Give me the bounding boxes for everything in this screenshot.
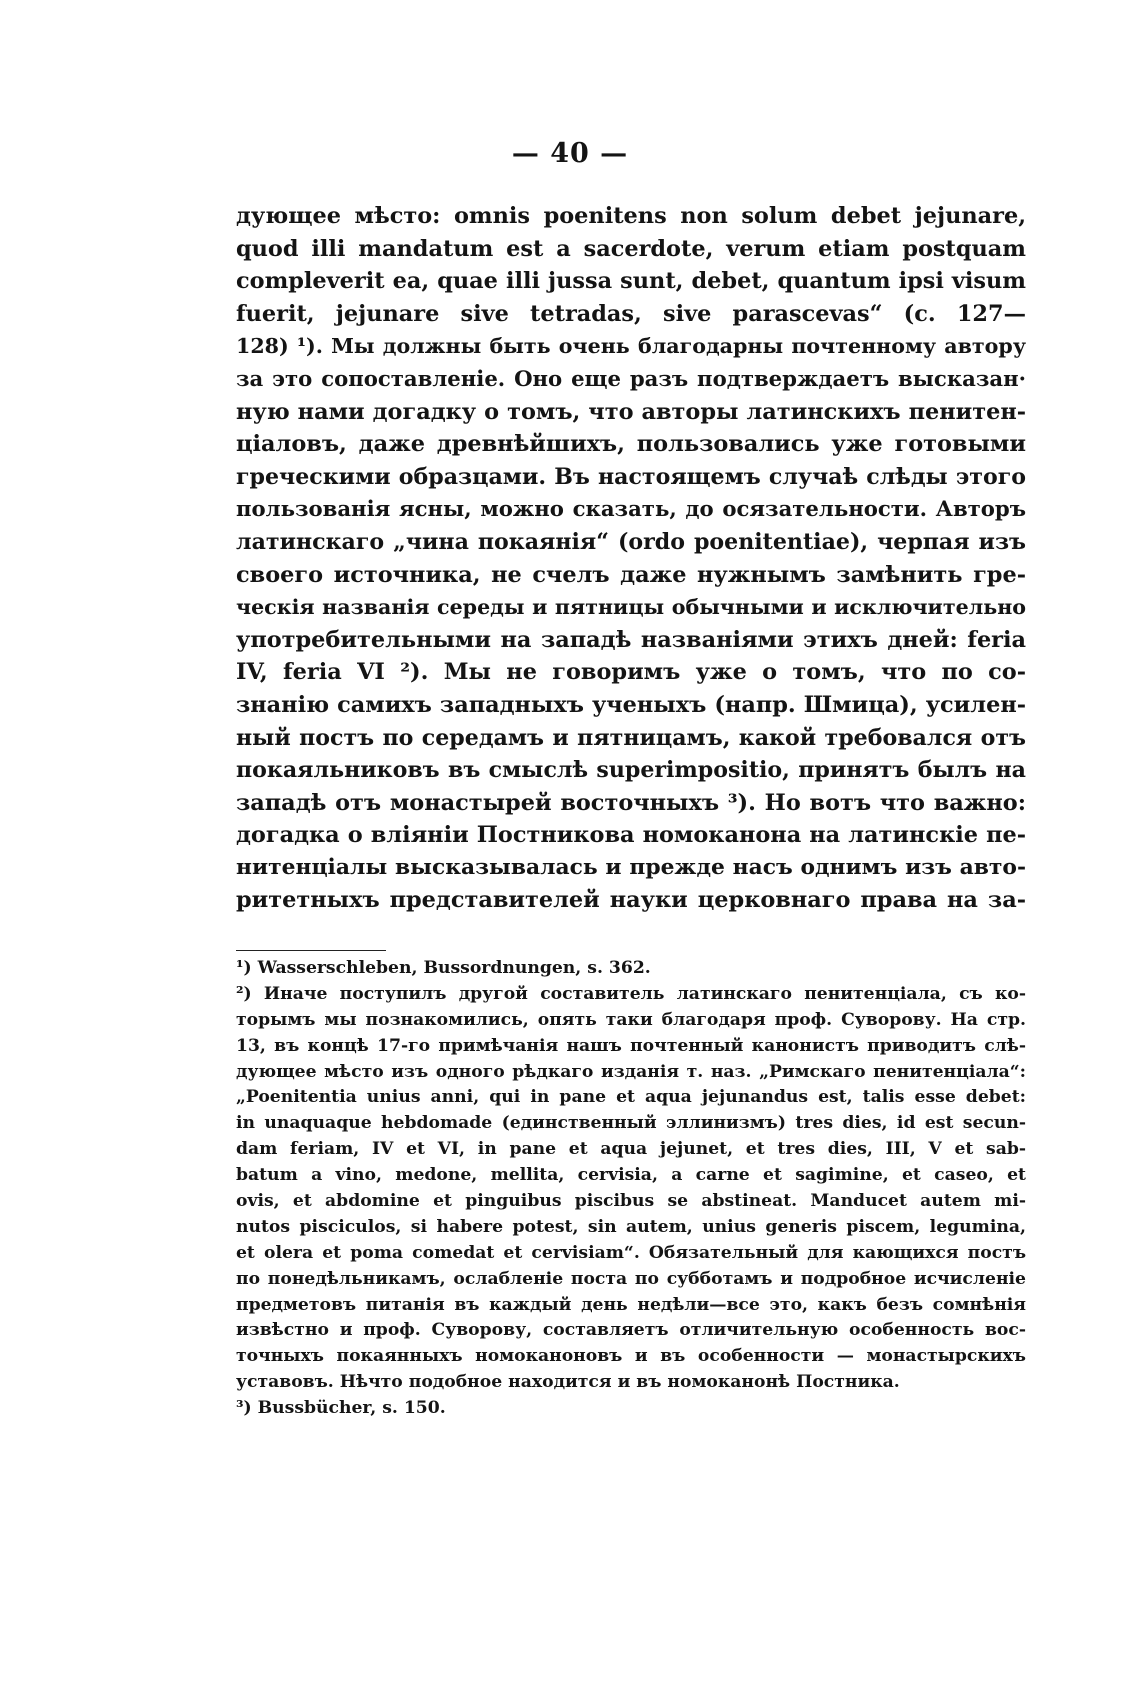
footnote-line: по понедѣльникамъ, ослабленіе поста по субботамъ и подробное исчисленіе	[236, 1268, 1026, 1289]
footnote-line: in unaquaque hebdomade (единственный эллинизмъ) tres dies, id est secun-	[236, 1113, 1026, 1134]
footnote-line: „Poenitentia unius anni, qui in pane et aqua jejunandus est, talis esse debet:	[236, 1087, 1026, 1108]
text-line: quod illi mandatum est a sacerdote, verum etiam postquam	[236, 235, 1026, 262]
text-line: ную нами догадку о томъ, что авторы латинскихъ пенитен-	[236, 398, 1026, 425]
footnote-divider	[236, 950, 386, 951]
text-line: нитенціалы высказывалась и прежде насъ однимъ изъ авто-	[236, 854, 1026, 880]
footnote-line: уставовъ. Нѣчто подобное находится и въ номоканонѣ Постника.	[236, 1372, 900, 1393]
footnote-line: предметовъ питанія въ каждый день недѣли—все это, какъ безъ сомнѣнія	[236, 1294, 1026, 1315]
text-line: догадка о вліяніи Постникова номоканона на латинскіе пе-	[236, 822, 1026, 849]
footnote-line: dam feriam, IV et VI, in pane et aqua jejunet, et tres dies, III, V et sab-	[236, 1139, 1026, 1160]
footnote-line: ovis, et abdomine et pinguibus piscibus se abstineat. Manducet autem mi-	[236, 1191, 1026, 1212]
footnote-line: et olera et poma comedat et cervisiam“. Обязательный для кающихся постъ	[236, 1242, 1026, 1263]
text-line: покаяльниковъ въ смыслѣ superimpositio, принятъ былъ на	[236, 757, 1026, 784]
text-line: fuerit, jejunare sive tetradas, sive parascevas“ (с. 127—	[236, 300, 1026, 327]
footnote-line: ²) Иначе поступилъ другой составитель латинскаго пенитенціала, съ ко-	[236, 983, 1026, 1004]
text-line: греческими образцами. Въ настоящемъ случаѣ слѣды этого	[236, 463, 1026, 490]
text-line: IV, feria VI ²). Мы не говоримъ уже о томъ, что по со-	[236, 659, 1026, 686]
text-line: дующее мѣсто: omnis poenitens non solum debet jejunare,	[236, 203, 1026, 229]
text-line: ціаловъ, даже древнѣйшихъ, пользовались уже готовыми	[236, 431, 1026, 458]
text-line: ритетныхъ представителей науки церковнаго права на за-	[236, 887, 1026, 914]
text-line: compleverit ea, quae illi jussa sunt, debet, quantum ipsi visum	[236, 268, 1026, 295]
footnote-line: точныхъ покаянныхъ номоканоновъ и въ особенности — монастырскихъ	[236, 1346, 1026, 1367]
footnote-line: извѣстно и проф. Суворову, составляетъ отличительную особенность вос-	[236, 1320, 1026, 1341]
footnote-line: ¹) Wasserschleben, Bussordnungen, s. 362.	[236, 958, 651, 978]
text-line: ческія названія середы и пятницы обычными и исключительно	[236, 595, 1026, 620]
footnotes	[236, 956, 1026, 1422]
text-line: 128) ¹). Мы должны быть очень благодарны почтенному автору	[236, 334, 1026, 359]
text-line: латинскаго „чина покаянія“ (ordo poenitentiae), черпая изъ	[236, 528, 1026, 555]
footnote-line: batum a vino, medone, mellita, cervisia, a carne et sagimine, et caseo, et	[236, 1165, 1026, 1186]
footnote-line: 13, въ концѣ 17-го примѣчанія нашъ почтенный канонистъ приводитъ слѣ-	[236, 1035, 1026, 1056]
text-line: пользованія ясны, можно сказать, до осязательности. Авторъ	[236, 496, 1026, 522]
text-line: западѣ отъ монастырей восточныхъ ³). Но вотъ что важно:	[236, 789, 1026, 816]
text-line: за это сопоставленіе. Оно еще разъ подтверждаетъ высказан·	[236, 365, 1026, 391]
page-number: — 40 —	[511, 138, 629, 169]
footnote-line: торымъ мы познакомились, опять таки благодаря проф. Суворову. На стр.	[236, 1009, 1026, 1030]
footnote-line: дующее мѣсто изъ одного рѣдкаго изданія т. наз. „Римскаго пенитенціала“:	[236, 1061, 1026, 1082]
text-line: своего источника, не счелъ даже нужнымъ замѣнить гре-	[236, 561, 1026, 588]
footnote-line: ³) Bussbücher, s. 150.	[236, 1398, 446, 1419]
text-line: ный постъ по середамъ и пятницамъ, какой требовался отъ	[236, 724, 1026, 751]
main-text	[236, 200, 1026, 917]
text-line: знанію самихъ западныхъ ученыхъ (напр. Шмица), усилен-	[236, 691, 1026, 718]
text-line: употребительными на западѣ названіями этихъ дней: feria	[236, 626, 1026, 653]
footnote-line: nutos pisciculos, si habere potest, sin autem, unius generis piscem, legumina,	[236, 1216, 1026, 1237]
